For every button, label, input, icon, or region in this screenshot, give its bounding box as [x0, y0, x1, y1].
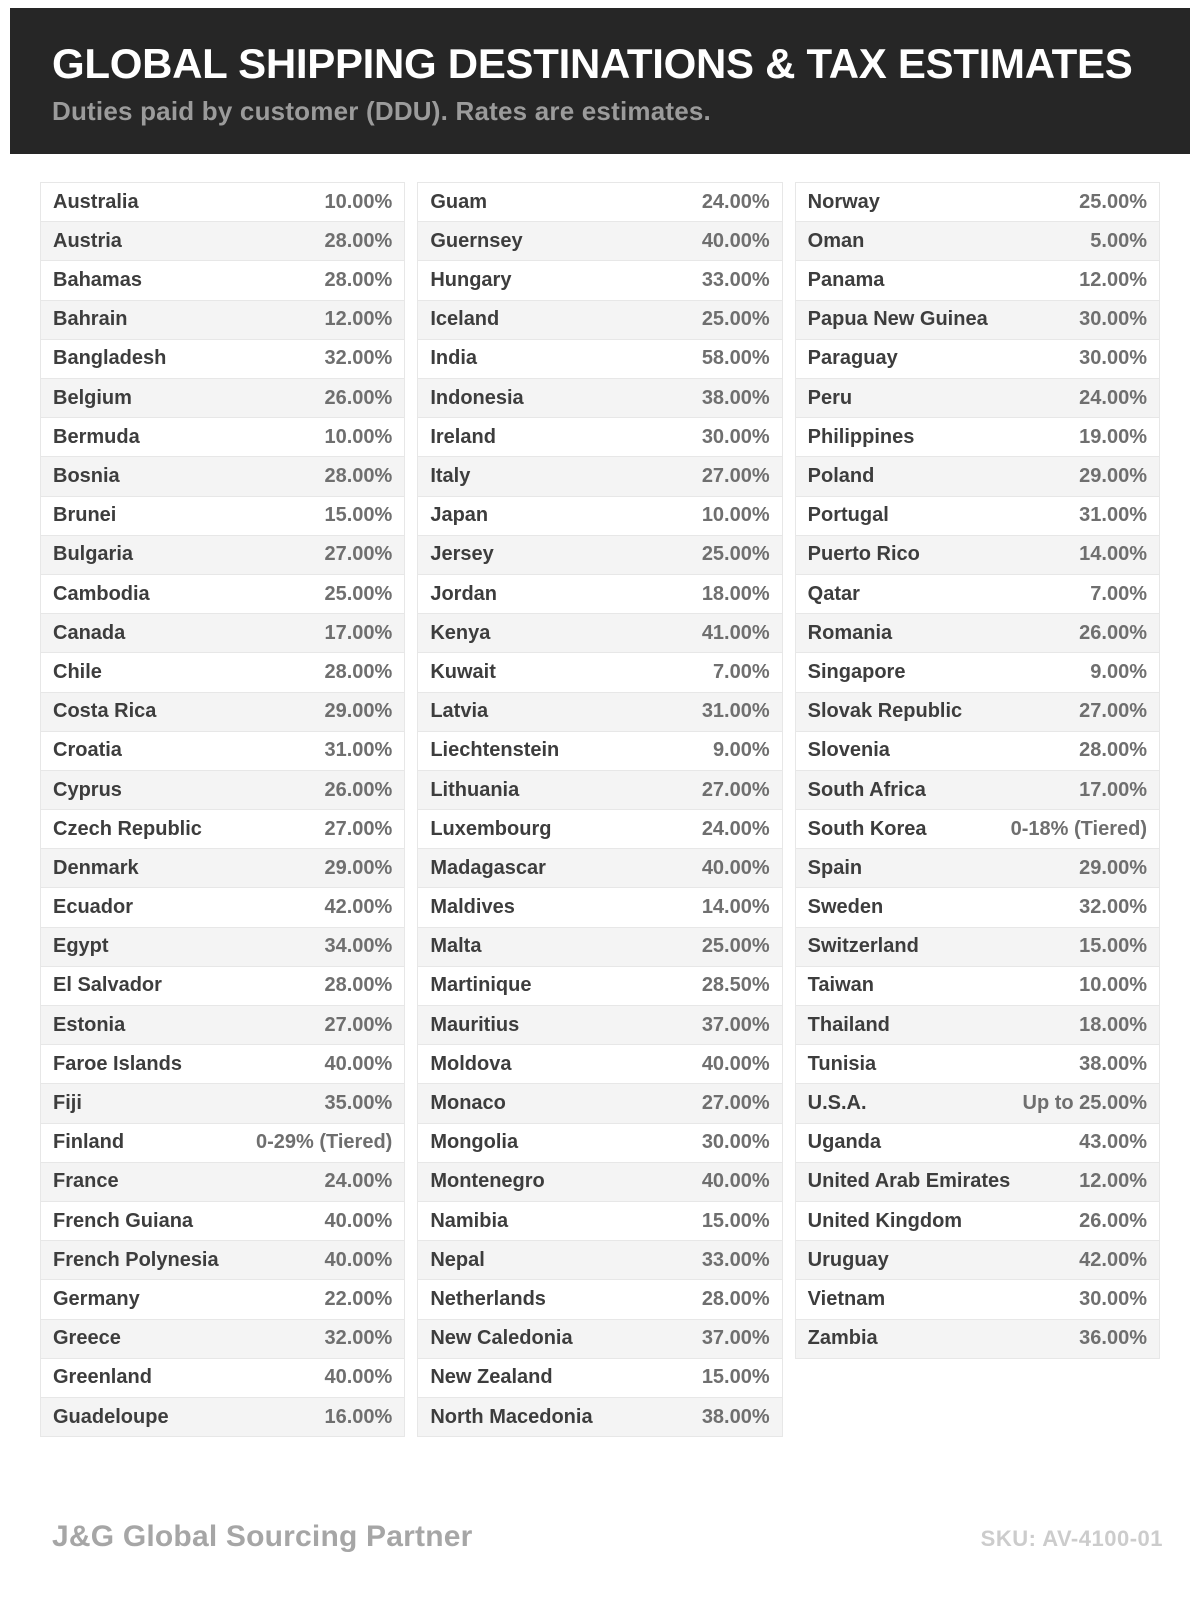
- tax-rate: 29.00%: [1079, 465, 1147, 487]
- table-row: [418, 418, 781, 457]
- country-name: Monaco: [430, 1092, 506, 1114]
- table-row: [41, 810, 404, 849]
- header-banner: [10, 8, 1190, 154]
- country-name: Estonia: [53, 1013, 126, 1036]
- tax-rate: 43.00%: [1079, 1131, 1147, 1154]
- tax-rate: 24.00%: [701, 817, 770, 840]
- table-row: [41, 928, 404, 967]
- table-row: [418, 1163, 781, 1202]
- table-row: [41, 732, 404, 771]
- page: [0, 8, 1200, 1553]
- country-name: Thailand: [807, 1013, 890, 1036]
- country-name: Namibia: [430, 1209, 509, 1232]
- tax-rate: 28.00%: [324, 229, 393, 252]
- tax-rate: 28.00%: [324, 974, 393, 997]
- tax-rate: 25.00%: [701, 308, 770, 331]
- country-name: Martinique: [430, 974, 532, 997]
- table-row: [796, 1045, 1159, 1084]
- tax-rate: 41.00%: [701, 621, 770, 644]
- country-name: Malta: [430, 935, 482, 958]
- table-column-2: [417, 182, 782, 1437]
- table-row: [418, 1241, 781, 1280]
- country-name: Lithuania: [430, 778, 520, 801]
- tax-rate: 33.00%: [701, 1248, 770, 1271]
- table-column-3: [795, 182, 1160, 1359]
- table-row: [418, 301, 781, 340]
- country-name: Bahrain: [53, 308, 128, 331]
- country-name: Switzerland: [807, 935, 919, 958]
- country-name: India: [430, 347, 477, 370]
- country-name: Kenya: [430, 621, 491, 644]
- tax-rate: 31.00%: [324, 739, 393, 762]
- table-row: [796, 418, 1159, 457]
- country-name: Brunei: [53, 504, 117, 527]
- table-row: [796, 653, 1159, 692]
- table-row: [418, 1084, 781, 1123]
- table-row: [41, 693, 404, 732]
- tax-rate: 30.00%: [701, 425, 770, 448]
- country-name: Latvia: [430, 700, 489, 723]
- table-row: [418, 536, 781, 575]
- tax-rate: 26.00%: [324, 778, 393, 801]
- country-name: Slovak Republic: [807, 700, 963, 723]
- country-name: Paraguay: [807, 347, 898, 370]
- country-name: French Guiana: [53, 1209, 194, 1232]
- tax-rate: 37.00%: [701, 1013, 770, 1036]
- country-name: United Arab Emirates: [807, 1170, 1011, 1193]
- tax-rate: 29.00%: [324, 856, 393, 879]
- country-name: Guam: [430, 190, 488, 213]
- table-row: [418, 1398, 781, 1437]
- country-name: South Korea: [807, 817, 927, 840]
- tax-rate: 28.00%: [324, 465, 393, 487]
- table-row: [418, 497, 781, 536]
- table-row: [41, 1398, 404, 1437]
- tax-rate: 18.00%: [1079, 1013, 1147, 1036]
- tax-rate: 15.00%: [1079, 935, 1147, 958]
- country-name: Tunisia: [807, 1052, 877, 1075]
- tax-rate: 37.00%: [701, 1327, 770, 1350]
- tax-rate: 32.00%: [324, 1327, 393, 1350]
- tax-rate: 12.00%: [1079, 269, 1147, 292]
- tax-rate: 34.00%: [324, 935, 393, 958]
- table-row: [418, 1280, 781, 1319]
- tax-rate: 15.00%: [701, 1209, 770, 1232]
- country-name: Poland: [807, 465, 875, 487]
- table-row: [796, 1202, 1159, 1241]
- table-row: [41, 575, 404, 614]
- country-name: New Caledonia: [430, 1327, 573, 1350]
- country-name: Zambia: [807, 1327, 878, 1350]
- table-row: [418, 340, 781, 379]
- country-name: Uruguay: [807, 1248, 889, 1271]
- tax-rate: 26.00%: [324, 386, 393, 409]
- tax-rate: 29.00%: [324, 700, 393, 723]
- tax-rate: 31.00%: [701, 700, 770, 723]
- table-row: [418, 1124, 781, 1163]
- country-name: Denmark: [53, 856, 139, 879]
- table-row: [41, 261, 404, 300]
- tax-rate: 32.00%: [324, 347, 393, 370]
- table-row: [41, 1124, 404, 1163]
- country-name: Vietnam: [807, 1287, 886, 1310]
- tax-rate: 27.00%: [324, 817, 393, 840]
- tax-rate: 40.00%: [324, 1052, 393, 1075]
- country-name: Taiwan: [807, 974, 874, 997]
- country-name: Hungary: [430, 269, 512, 292]
- country-name: Chile: [53, 660, 102, 683]
- table-row: [796, 1163, 1159, 1202]
- tax-rate-table: [40, 182, 1160, 1437]
- tax-rate: 30.00%: [701, 1131, 770, 1154]
- country-name: Fiji: [53, 1092, 82, 1114]
- sku-label: SKU: AV-4100-01: [980, 1526, 1163, 1551]
- tax-rate: 15.00%: [701, 1366, 770, 1389]
- tax-rate: 5.00%: [1090, 229, 1147, 252]
- table-row: [41, 653, 404, 692]
- table-row: [796, 1124, 1159, 1163]
- country-name: New Zealand: [430, 1366, 553, 1389]
- tax-rate: 27.00%: [324, 1013, 393, 1036]
- table-row: [418, 1045, 781, 1084]
- tax-rate: 25.00%: [1079, 190, 1147, 213]
- table-row: [41, 1280, 404, 1319]
- tax-rate: 10.00%: [701, 504, 770, 527]
- country-name: Egypt: [53, 935, 109, 958]
- table-row: [796, 1280, 1159, 1319]
- tax-rate: 28.50%: [701, 974, 770, 997]
- tax-rate: 28.00%: [324, 660, 393, 683]
- country-name: Maldives: [430, 896, 515, 919]
- tax-rate: 26.00%: [1079, 1209, 1147, 1232]
- table-row: [418, 379, 781, 418]
- country-name: Oman: [807, 229, 865, 252]
- country-name: Kuwait: [430, 660, 496, 683]
- table-row: [418, 457, 781, 496]
- country-name: Austria: [53, 229, 122, 252]
- tax-rate: 10.00%: [324, 190, 393, 213]
- country-name: Norway: [807, 190, 880, 213]
- country-name: Guadeloupe: [53, 1405, 169, 1428]
- table-row: [796, 614, 1159, 653]
- tax-rate: 27.00%: [701, 778, 770, 801]
- tax-rate: 38.00%: [1079, 1052, 1147, 1075]
- tax-rate: 9.00%: [1090, 660, 1147, 683]
- country-name: Bangladesh: [53, 347, 167, 370]
- tax-rate: 27.00%: [324, 543, 393, 566]
- table-row: [418, 261, 781, 300]
- tax-rate: 24.00%: [1079, 386, 1147, 409]
- country-name: Jersey: [430, 543, 494, 566]
- country-name: Peru: [807, 386, 853, 409]
- country-name: Portugal: [807, 504, 889, 527]
- tax-rate: 42.00%: [324, 896, 393, 919]
- country-name: Papua New Guinea: [807, 308, 988, 331]
- tax-rate: 35.00%: [324, 1092, 393, 1114]
- tax-rate: 31.00%: [1079, 504, 1147, 527]
- country-name: Italy: [430, 465, 471, 487]
- table-row: [41, 1359, 404, 1398]
- country-name: Sweden: [807, 896, 884, 919]
- tax-rate: 7.00%: [1090, 582, 1147, 605]
- tax-rate: 17.00%: [324, 621, 393, 644]
- country-name: Indonesia: [430, 386, 524, 409]
- tax-rate: 10.00%: [324, 425, 393, 448]
- table-row: [41, 418, 404, 457]
- tax-rate: 33.00%: [701, 269, 770, 292]
- table-row: [41, 1241, 404, 1280]
- tax-rate: 22.00%: [324, 1287, 393, 1310]
- table-column-1: [40, 182, 405, 1437]
- tax-rate: 26.00%: [1079, 621, 1147, 644]
- tax-rate: 15.00%: [324, 504, 393, 527]
- table-row: [418, 1320, 781, 1359]
- table-row: [796, 693, 1159, 732]
- table-row: [41, 1320, 404, 1359]
- table-row: [418, 967, 781, 1006]
- table-row: [796, 810, 1159, 849]
- tax-rate: 25.00%: [324, 582, 393, 605]
- tax-rate: 36.00%: [1079, 1327, 1147, 1350]
- country-name: Liechtenstein: [430, 739, 560, 762]
- country-name: Mauritius: [430, 1013, 520, 1036]
- table-row: [418, 771, 781, 810]
- footer: [52, 1520, 1163, 1554]
- table-row: [796, 849, 1159, 888]
- table-row: [418, 810, 781, 849]
- tax-rate: 38.00%: [701, 1405, 770, 1428]
- tax-rate: 27.00%: [701, 465, 770, 487]
- table-row: [41, 967, 404, 1006]
- table-row: [41, 536, 404, 575]
- tax-rate: 10.00%: [1079, 974, 1147, 997]
- table-row: [796, 575, 1159, 614]
- tax-rate: 32.00%: [1079, 896, 1147, 919]
- table-row: [41, 340, 404, 379]
- country-name: Nepal: [430, 1248, 485, 1271]
- tax-rate: 40.00%: [324, 1248, 393, 1271]
- country-name: Montenegro: [430, 1170, 545, 1193]
- table-row: [41, 771, 404, 810]
- table-row: [41, 183, 404, 222]
- country-name: Bermuda: [53, 425, 140, 448]
- table-row: [41, 614, 404, 653]
- country-name: Netherlands: [430, 1287, 546, 1310]
- tax-rate: 38.00%: [701, 386, 770, 409]
- tax-rate: 7.00%: [712, 660, 770, 683]
- tax-rate: 14.00%: [701, 896, 770, 919]
- country-name: Finland: [53, 1131, 125, 1154]
- country-name: Germany: [53, 1287, 140, 1310]
- tax-rate: 30.00%: [1079, 1287, 1147, 1310]
- table-row: [418, 849, 781, 888]
- tax-rate: 40.00%: [701, 1170, 770, 1193]
- country-name: North Macedonia: [430, 1405, 593, 1428]
- tax-rate: 28.00%: [701, 1287, 770, 1310]
- table-row: [796, 888, 1159, 927]
- country-name: Singapore: [807, 660, 906, 683]
- country-name: Belgium: [53, 386, 132, 409]
- tax-rate: 40.00%: [701, 1052, 770, 1075]
- tax-rate: 40.00%: [324, 1366, 393, 1389]
- table-row: [796, 222, 1159, 261]
- country-name: South Africa: [807, 778, 926, 801]
- tax-rate: 25.00%: [701, 543, 770, 566]
- country-name: Romania: [807, 621, 893, 644]
- tax-rate: 0-18% (Tiered): [1010, 817, 1147, 840]
- table-row: [418, 222, 781, 261]
- country-name: Philippines: [807, 425, 915, 448]
- page-title: GLOBAL SHIPPING DESTINATIONS & TAX ESTIMATES: [52, 40, 1133, 87]
- tax-rate: 42.00%: [1079, 1248, 1147, 1271]
- table-row: [796, 536, 1159, 575]
- tax-rate: 0-29% (Tiered): [255, 1131, 393, 1154]
- table-row: [796, 457, 1159, 496]
- table-row: [418, 183, 781, 222]
- page-subtitle: Duties paid by customer (DDU). Rates are estimates.: [52, 96, 711, 127]
- tax-rate: 30.00%: [1079, 347, 1147, 370]
- country-name: U.S.A.: [807, 1092, 867, 1114]
- table-row: [418, 888, 781, 927]
- tax-rate: 28.00%: [1079, 739, 1147, 762]
- tax-rate: 40.00%: [324, 1209, 393, 1232]
- table-row: [418, 1006, 781, 1045]
- country-name: Luxembourg: [430, 817, 552, 840]
- country-name: Madagascar: [430, 856, 546, 879]
- table-row: [796, 497, 1159, 536]
- country-name: Jordan: [430, 582, 498, 605]
- tax-rate: 17.00%: [1079, 778, 1147, 801]
- table-row: [796, 261, 1159, 300]
- country-name: Slovenia: [807, 739, 890, 762]
- country-name: Czech Republic: [53, 817, 202, 840]
- table-row: [41, 849, 404, 888]
- country-name: Guernsey: [430, 229, 523, 252]
- table-row: [41, 1163, 404, 1202]
- tax-rate: 25.00%: [701, 935, 770, 958]
- tax-rate: 19.00%: [1079, 425, 1147, 448]
- country-name: Puerto Rico: [807, 543, 920, 566]
- table-row: [41, 888, 404, 927]
- country-name: Spain: [807, 856, 863, 879]
- tax-rate: 24.00%: [324, 1170, 393, 1193]
- tax-rate: Up to 25.00%: [1022, 1092, 1147, 1114]
- tax-rate: 16.00%: [324, 1405, 393, 1428]
- table-row: [796, 183, 1159, 222]
- brand-name: J&G Global Sourcing Partner: [52, 1520, 473, 1553]
- table-row: [796, 1006, 1159, 1045]
- tax-rate: 30.00%: [1079, 308, 1147, 331]
- tax-rate: 14.00%: [1079, 543, 1147, 566]
- table-row: [418, 614, 781, 653]
- country-name: Japan: [430, 504, 489, 527]
- country-name: Qatar: [807, 582, 860, 605]
- country-name: United Kingdom: [807, 1209, 963, 1232]
- table-row: [418, 1359, 781, 1398]
- country-name: Croatia: [53, 739, 122, 762]
- country-name: France: [53, 1170, 119, 1193]
- country-name: Canada: [53, 621, 126, 644]
- country-name: Ecuador: [53, 896, 134, 919]
- tax-rate: 40.00%: [701, 229, 770, 252]
- table-row: [418, 693, 781, 732]
- country-name: Costa Rica: [53, 700, 157, 723]
- table-row: [796, 967, 1159, 1006]
- table-row: [41, 457, 404, 496]
- table-row: [796, 301, 1159, 340]
- table-row: [796, 1084, 1159, 1123]
- table-row: [796, 1320, 1159, 1359]
- table-row: [796, 340, 1159, 379]
- table-row: [41, 301, 404, 340]
- table-row: [796, 379, 1159, 418]
- tax-rate: 9.00%: [712, 739, 770, 762]
- country-name: Mongolia: [430, 1131, 519, 1154]
- table-row: [796, 732, 1159, 771]
- table-row: [41, 1006, 404, 1045]
- table-row: [41, 1084, 404, 1123]
- table-row: [418, 928, 781, 967]
- table-row: [41, 222, 404, 261]
- country-name: Greece: [53, 1327, 121, 1350]
- table-row: [796, 1241, 1159, 1280]
- country-name: Uganda: [807, 1131, 881, 1154]
- table-row: [418, 732, 781, 771]
- table-row: [41, 497, 404, 536]
- country-name: Bulgaria: [53, 543, 134, 566]
- country-name: Iceland: [430, 308, 500, 331]
- table-row: [418, 653, 781, 692]
- tax-rate: 27.00%: [1079, 700, 1147, 723]
- country-name: Faroe Islands: [53, 1052, 182, 1075]
- country-name: El Salvador: [53, 974, 162, 997]
- table-row: [418, 1202, 781, 1241]
- tax-rate: 27.00%: [701, 1092, 770, 1114]
- table-row: [796, 771, 1159, 810]
- tax-rate: 29.00%: [1079, 856, 1147, 879]
- table-row: [41, 1045, 404, 1084]
- tax-rate: 12.00%: [324, 308, 393, 331]
- country-name: Panama: [807, 269, 885, 292]
- table-row: [796, 928, 1159, 967]
- tax-rate: 58.00%: [701, 347, 770, 370]
- country-name: Greenland: [53, 1366, 152, 1389]
- country-name: Bosnia: [53, 465, 120, 487]
- country-name: Bahamas: [53, 269, 142, 292]
- tax-rate: 40.00%: [701, 856, 770, 879]
- tax-rate: 28.00%: [324, 269, 393, 292]
- table-row: [418, 575, 781, 614]
- country-name: Ireland: [430, 425, 496, 448]
- table-row: [41, 1202, 404, 1241]
- country-name: French Polynesia: [53, 1248, 219, 1271]
- country-name: Australia: [53, 190, 139, 213]
- country-name: Moldova: [430, 1052, 512, 1075]
- country-name: Cyprus: [53, 778, 122, 801]
- tax-rate: 12.00%: [1079, 1170, 1147, 1193]
- table-row: [41, 379, 404, 418]
- tax-rate: 18.00%: [701, 582, 770, 605]
- tax-rate: 24.00%: [701, 190, 770, 213]
- country-name: Cambodia: [53, 582, 150, 605]
